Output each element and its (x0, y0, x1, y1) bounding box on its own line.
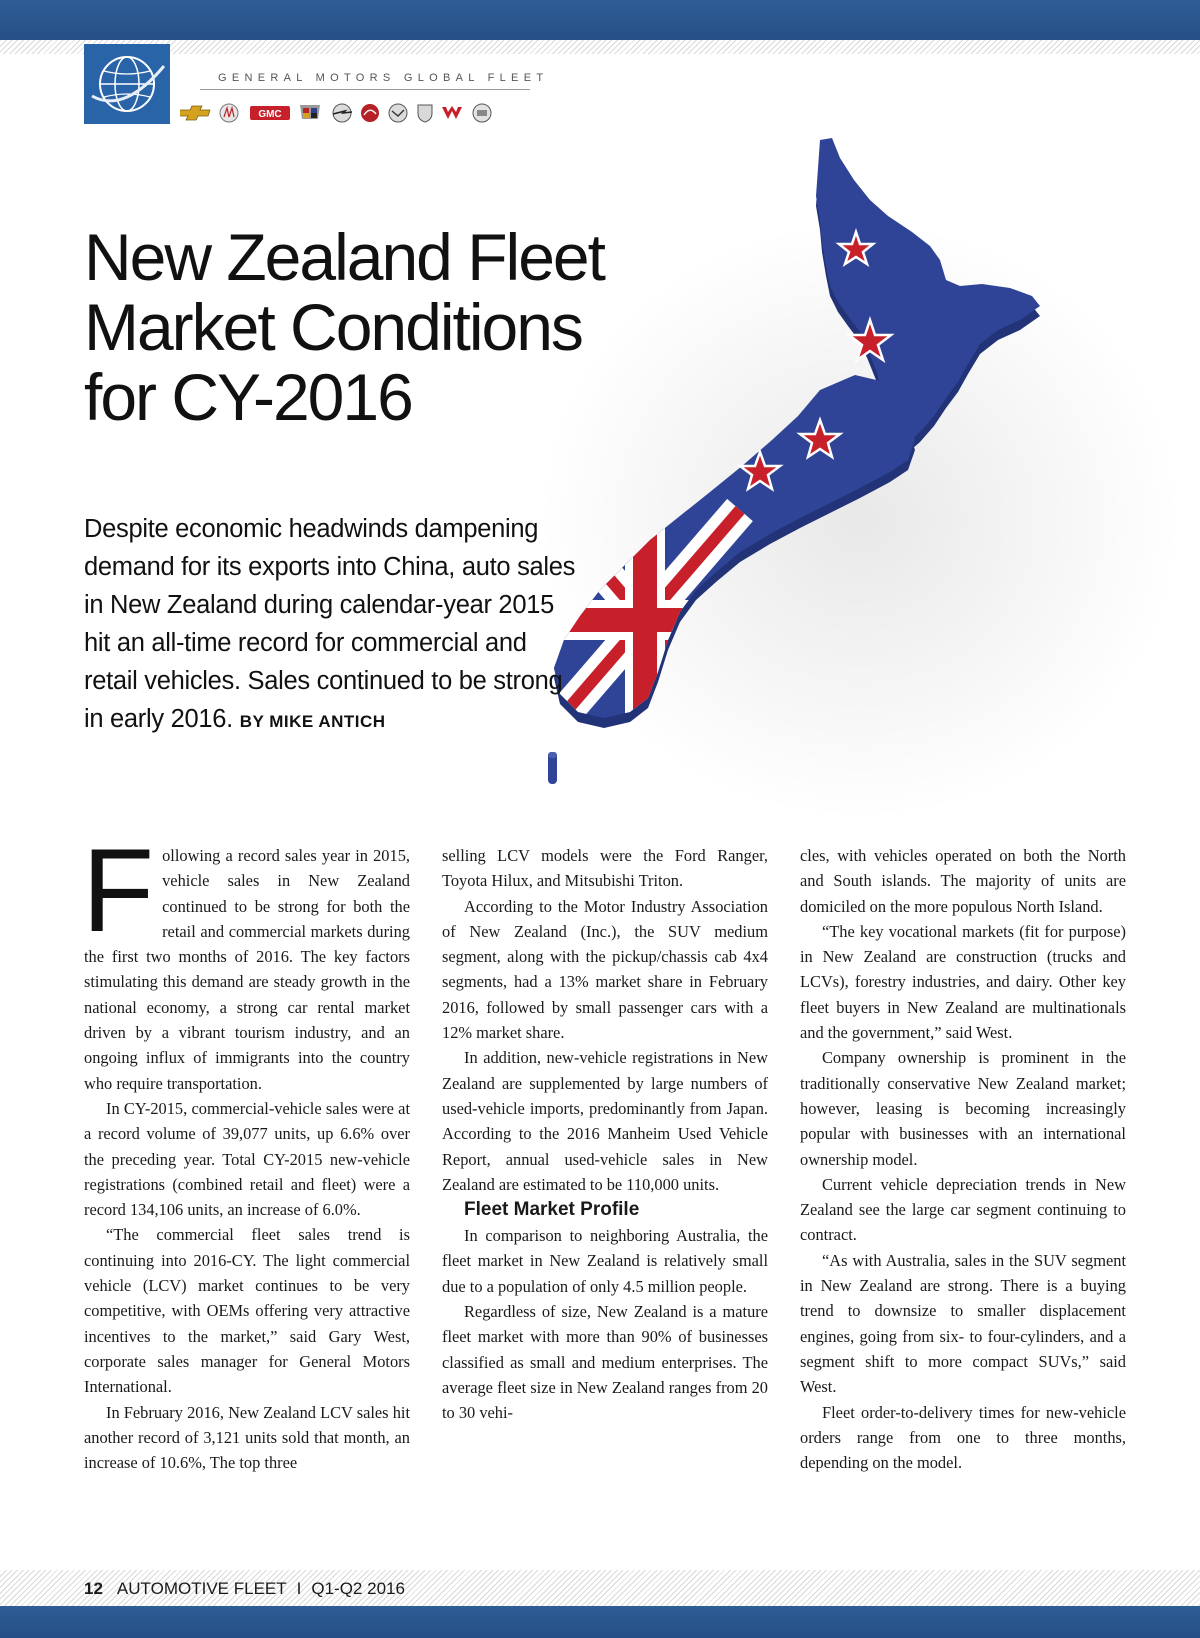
paragraph: Fleet order-to-delivery times for new-vehicle orders range from one to three months, depending on the model. (800, 1402, 1126, 1473)
paragraph: cles, with vehicles operated on both the North and South islands. The majority of units are domiciled on the more populous North Island. (800, 846, 1126, 916)
jiefang-logo (473, 104, 491, 122)
title-line: New Zealand Fleet (84, 220, 604, 294)
gm-global-fleet-logo (84, 44, 170, 124)
byline: BY MIKE ANTICH (239, 712, 386, 731)
page-footer (84, 1577, 405, 1601)
paragraph: Current vehicle depreciation trends in New Zealand see the large car segment continuing to contract. (800, 1174, 1126, 1245)
publication-name: AUTOMOTIVE FLEET (116, 1579, 287, 1598)
paragraph: In CY-2015, commercial-vehicle sales were at a record volume of 39,077 units, up 6.6% over the preceding year. Total CY-2015 new-vehicle registrations (combined retail and fleet) were a record 134,106 units, an increase of 6.0%. (84, 1098, 410, 1220)
baojun-logo (418, 105, 432, 122)
paragraph: selling LCV models were the Ford Ranger, Toyota Hilux, and Mitsubishi Triton. (442, 846, 768, 891)
svg-text:GMC: GMC (258, 109, 282, 120)
title-line: Market Conditions (84, 290, 582, 364)
dek-text: Despite economic headwinds dampening demand for its exports into China, auto sales in New Zealand during calendar-year 2015 hit an all-time record for commercial and retail vehicles. Sales continued to be strong in early 2016. (84, 515, 576, 733)
cadillac-logo (300, 105, 320, 119)
text-column-1 (82, 825, 410, 1475)
chevrolet-logo (180, 106, 210, 120)
text-column-3 (800, 843, 1126, 1475)
footer-separator: I (296, 1579, 302, 1598)
paragraph: Company ownership is prominent in the traditionally conservative New Zealand market; however, leasing is becoming increasingly popular with businesses with an international ownership model. (800, 1048, 1126, 1169)
paragraph: In addition, new-vehicle registrations in New Zealand are supplemented by large numbers of used-vehicle imports, predominantly from Japan. According to the 2016 Manheim Used Vehicle Report, annual used-vehicle sales in New Zealand are estimated to be 110,000 units. (442, 1048, 768, 1194)
paragraph: Following a record sales year in 2015, vehicle sales in New Zealand continued to be strong for both the retail and commercial markets during the first two months of 2016. The key factors stimulating this demand are steady growth in the national economy, a strong car rental market driven by a vibrant tourism industry, and an ongoing influx of immigrants into the country who require transportation. (82, 825, 410, 1093)
paragraph: In February 2016, New Zealand LCV sales hit another record of 3,121 units sold that month, an increase of 10.6%, The top three (84, 1402, 410, 1473)
dropcap: F (82, 825, 155, 957)
top-color-bar (0, 0, 1200, 40)
gm-brand-logos (180, 101, 560, 125)
vauxhall-logo (389, 104, 407, 122)
stewart-island (548, 752, 557, 784)
globe-icon (84, 44, 170, 124)
paragraph: In comparison to neighboring Australia, the fleet market in New Zealand is relatively small due to a population of only 4.5 million people. (442, 1226, 768, 1296)
article-dek (84, 510, 584, 741)
brand-divider (200, 89, 530, 90)
paragraph: “The key vocational markets (fit for purpose) in New Zealand are construction (trucks and LCVs), forestry industries, and dairy. Other key fleet buyers in New Zealand are multinationals and the government,” said West. (800, 921, 1126, 1043)
bottom-color-bar (0, 1606, 1200, 1638)
paragraph: “As with Australia, sales in the SUV segment in New Zealand are strong. There is a buying trend to downsize to smaller displacement engines, going from six- to four-cylinders, and a segment shift to more compact SUVs,” said West. (800, 1250, 1126, 1397)
holden-logo (361, 104, 379, 122)
text-column-2 (442, 843, 768, 1426)
section-subhead: Fleet Market Profile (464, 1199, 640, 1221)
issue-label: Q1-Q2 2016 (311, 1579, 405, 1598)
top-hatch-band (0, 40, 1200, 54)
title-line: for CY-2016 (84, 360, 412, 434)
brand-title: GENERAL MOTORS GLOBAL FLEET (218, 72, 549, 84)
article-title (84, 222, 724, 432)
gmc-logo (250, 106, 290, 120)
buick-logo (220, 104, 238, 122)
paragraph: “The commercial fleet sales trend is continuing into 2016-CY. The light commercial vehicle (LCV) market continues to be very competitive, with OEMs offering very attractive incentives to the market,” said Gary West, corporate sales manager for General Motors International. (84, 1225, 410, 1397)
page-number: 12 (84, 1579, 103, 1598)
paragraph: According to the Motor Industry Association of New Zealand (Inc.), the SUV medium segment, along with the pickup/chassis cab 4x4 segments, had a 13% market share in February 2016, followed by small passenger cars with a 12% market share. (442, 896, 768, 1043)
wuling-logo (442, 106, 462, 119)
opel-logo (333, 104, 352, 122)
paragraph: Regardless of size, New Zealand is a mature fleet market with more than 90% of businesses classified as small and medium enterprises. The average fleet size in New Zealand ranges from 20 to 30 vehi- (442, 1302, 768, 1423)
